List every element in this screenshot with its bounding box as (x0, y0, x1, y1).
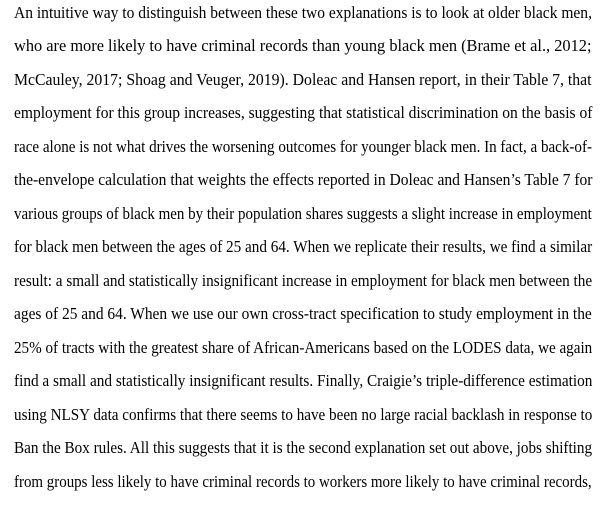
paragraph-line-5: race alone is not what drives the worsening outcomes for younger black men. In fact, a back-of- (14, 137, 592, 156)
paragraph-line-12: find a small and statistically insignificant results. Finally, Craigie’s triple-difference estimation (14, 371, 593, 390)
paragraph-line-7: various groups of black men by their population shares suggests a slight increase in employment (14, 204, 592, 223)
paragraph-line-10: ages of 25 and 64. When we use our own cross-tract specification to study employment in the (14, 304, 592, 323)
paragraph-line-14: Ban the Box rules. All this suggests that it is the second explanation set out above, jobs shifting (14, 438, 593, 457)
paragraph-line-9: result: a small and statistically insignificant increase in employment for black men between the (14, 271, 593, 290)
paragraph-line-13: using NLSY data confirms that there seems to have been no large racial backlash in response to (14, 405, 593, 424)
paragraph-line-2: who are more likely to have criminal records than young black men (Brame et al., 2012; (14, 36, 592, 55)
paragraph-line-15: from groups less likely to have criminal records to workers more likely to have criminal records, (14, 472, 592, 491)
paragraph-line-6: the-envelope calculation that weights the effects reported in Doleac and Hansen’s Table 7 for (14, 170, 593, 189)
paragraph-line-11: 25% of tracts with the greatest share of African-Americans based on the LODES data, we again (14, 338, 593, 357)
paragraph-line-4: employment for this group increases, suggesting that statistical discrimination on the basis of (14, 103, 593, 122)
paragraph-line-3: McCauley, 2017; Shoag and Veuger, 2019). Doleac and Hansen report, in their Table 7, that (14, 70, 592, 89)
paragraph-line-1: An intuitive way to distinguish between these two explanations is to look at older black men, (14, 3, 592, 22)
paragraph-line-8: for black men between the ages of 25 and 64. When we replicate their results, we find a similar (14, 237, 593, 256)
